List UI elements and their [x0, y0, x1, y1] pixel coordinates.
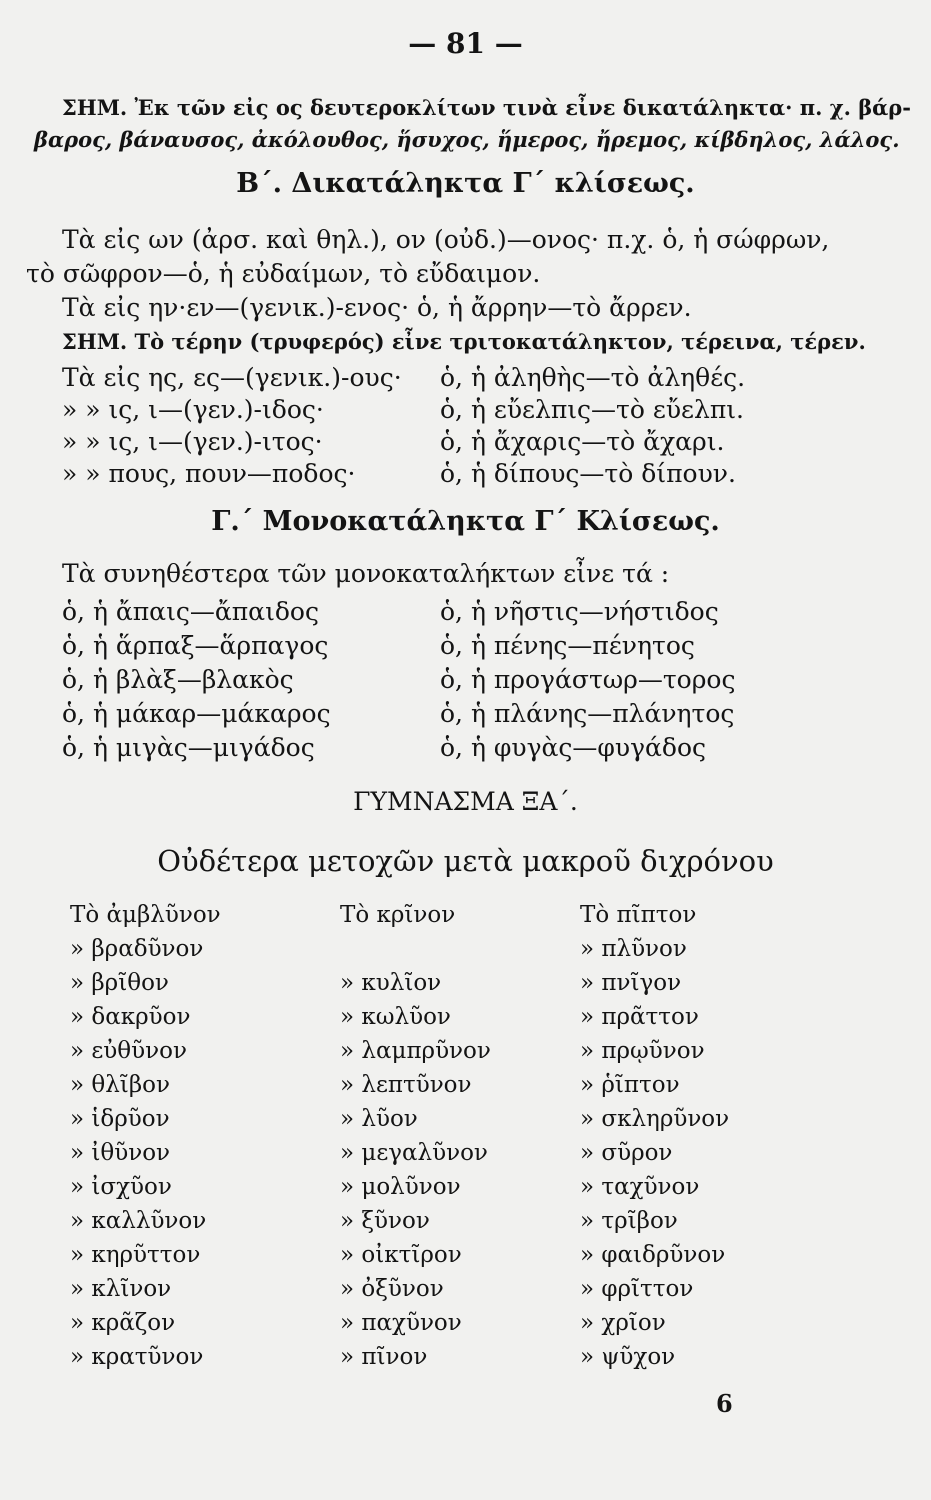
word-item: » ταχῦνον — [580, 1174, 700, 1200]
word-item: » λαμπρῦνον — [340, 1038, 491, 1064]
word-item: » δακρῦον — [70, 1004, 191, 1030]
monoterminal-left-5: ὁ, ἡ μιγὰς—μιγάδος — [62, 733, 315, 762]
monoterminal-right-1: ὁ, ἡ νῆστις—νήστιδος — [440, 597, 719, 626]
word-item: » ἰθῦνον — [70, 1140, 171, 1166]
monoterminal-left-1: ὁ, ἡ ἄπαις—ἄπαιδος — [62, 597, 319, 626]
word-item: » λῦον — [340, 1106, 418, 1132]
ending-example-1: ὁ, ἡ ἀληθὴς—τὸ ἀληθές. — [440, 363, 746, 392]
monoterminal-right-4: ὁ, ἡ πλάνης—πλάνητος — [440, 699, 735, 728]
note-1-line-1: ΣΗΜ. Ἐκ τῶν εἰς ος δευτεροκλίτων τινὰ εἶνε δικατάληκτα· π. χ. βάρ- — [62, 95, 911, 120]
ending-example-2: ὁ, ἡ εὔελπις—τὸ εὔελπι. — [440, 395, 745, 424]
word-column-1 — [70, 898, 221, 1374]
word-item: » οἰκτῖρον — [340, 1242, 462, 1268]
note-1-line-2: βαρος, βάναυσος, ἀκόλουθος, ἥσυχος, ἥμερος, ἤρεμος, κίβδηλος, λάλος. — [34, 127, 900, 152]
word-item: » ὀξῦνον — [340, 1276, 444, 1302]
word-item: » κηρῦττον — [70, 1242, 201, 1268]
word-item: » φαιδρῦνον — [580, 1242, 726, 1268]
word-column-2 — [340, 898, 491, 1374]
word-item: » τρῖβον — [580, 1208, 678, 1234]
signature-mark: 6 — [716, 1389, 733, 1418]
exercise-title: ΓΥΜΝΑΣΜΑ ΞΑ΄. — [353, 787, 578, 816]
word-item: » βρῖθον — [70, 970, 169, 996]
word-item: » θλῖβον — [70, 1072, 170, 1098]
word-item: » βραδῦνον — [70, 936, 204, 962]
word-item: » φρῖττον — [580, 1276, 694, 1302]
word-item: » κρατῦνον — [70, 1344, 204, 1370]
word-item: » μεγαλῦνον — [340, 1140, 488, 1166]
ending-rule-3: » » ις, ι—(γεν.)-ιτος· — [62, 427, 323, 456]
word-item: » πλῦνον — [580, 936, 687, 962]
word-item: » κλῖνον — [70, 1276, 172, 1302]
word-item: » ἰσχῦον — [70, 1174, 172, 1200]
word-item: » ῥῖπτον — [580, 1072, 680, 1098]
monoterminal-left-3: ὁ, ἡ βλὰξ—βλακὸς — [62, 665, 294, 694]
word-item: » μολῦνον — [340, 1174, 461, 1200]
word-item: » σῦρον — [580, 1140, 673, 1166]
monoterminal-left-2: ὁ, ἡ ἅρπαξ—ἅρπαγος — [62, 631, 329, 660]
page-number: — 81 — — [408, 27, 523, 60]
word-item: Τὸ κρῖνον — [340, 902, 456, 928]
ending-rule-4: » » πους, πουν—ποδος· — [62, 459, 356, 488]
word-item: » λεπτῦνον — [340, 1072, 472, 1098]
monoterminal-right-5: ὁ, ἡ φυγὰς—φυγάδος — [440, 733, 707, 762]
section-c-intro: Τὰ συνηθέστερα τῶν μονοκαταλήκτων εἶνε τά : — [62, 559, 670, 588]
monoterminal-right-3: ὁ, ἡ προγάστωρ—τορος — [440, 665, 736, 694]
section-b-line-2: τὸ σῶφρον—ὁ, ἡ εὐδαίμων, τὸ εὔδαιμον. — [26, 259, 541, 288]
word-item: » καλλῦνον — [70, 1208, 207, 1234]
word-item: » χρῖον — [580, 1310, 666, 1336]
word-item: » πρᾶττον — [580, 1004, 699, 1030]
word-item: » κρᾶζον — [70, 1310, 176, 1336]
word-item: » ἱδρῦον — [70, 1106, 170, 1132]
word-item: » ξῦνον — [340, 1208, 430, 1234]
ending-rule-2: » » ις, ι—(γεν.)-ιδος· — [62, 395, 324, 424]
word-item: » πῖνον — [340, 1344, 428, 1370]
monoterminal-left-4: ὁ, ἡ μάκαρ—μάκαρος — [62, 699, 331, 728]
word-item: » εὐθῦνον — [70, 1038, 187, 1064]
word-item: » πνῖγον — [580, 970, 682, 996]
word-item-blank — [340, 932, 491, 966]
exercise-subtitle: Οὐδέτερα μετοχῶν μετὰ μακροῦ διχρόνου — [157, 844, 774, 878]
section-b-line-3: Τὰ εἰς ην·εν—(γενικ.)-ενος· ὁ, ἡ ἄρρην—τὸ ἄρρεν. — [62, 293, 692, 322]
word-item: » κυλῖον — [340, 970, 442, 996]
monoterminal-right-2: ὁ, ἡ πένης—πένητος — [440, 631, 695, 660]
word-column-3 — [580, 898, 729, 1374]
word-item: » κωλῦον — [340, 1004, 451, 1030]
ending-rule-1: Τὰ εἰς ης, ες—(γενικ.)-ους· — [62, 363, 402, 392]
word-item: » πρῳῦνον — [580, 1038, 705, 1064]
word-item: Τὸ ἀμβλῦνον — [70, 902, 221, 928]
word-item: Τὸ πῖπτον — [580, 902, 697, 928]
word-item: » παχῦνον — [340, 1310, 462, 1336]
ending-example-3: ὁ, ἡ ἄχαρις—τὸ ἄχαρι. — [440, 427, 725, 456]
word-item: » ψῦχον — [580, 1344, 676, 1370]
section-b-line-1: Τὰ εἰς ων (ἀρσ. καὶ θηλ.), ον (οὐδ.)—ονος· π.χ. ὁ, ἡ σώφρων, — [62, 225, 830, 254]
word-item: » σκληρῦνον — [580, 1106, 730, 1132]
section-b-title: Β΄. Δικατάληκτα Γ΄ κλίσεως. — [236, 168, 695, 199]
section-b-note: ΣΗΜ. Τὸ τέρην (τρυφερός) εἶνε τριτοκατάληκτον, τέρεινα, τέρεν. — [62, 329, 866, 354]
section-c-title: Γ.΄ Μονοκατάληκτα Γ΄ Κλίσεως. — [211, 506, 720, 537]
ending-example-4: ὁ, ἡ δίπους—τὸ δίπουν. — [440, 459, 736, 488]
